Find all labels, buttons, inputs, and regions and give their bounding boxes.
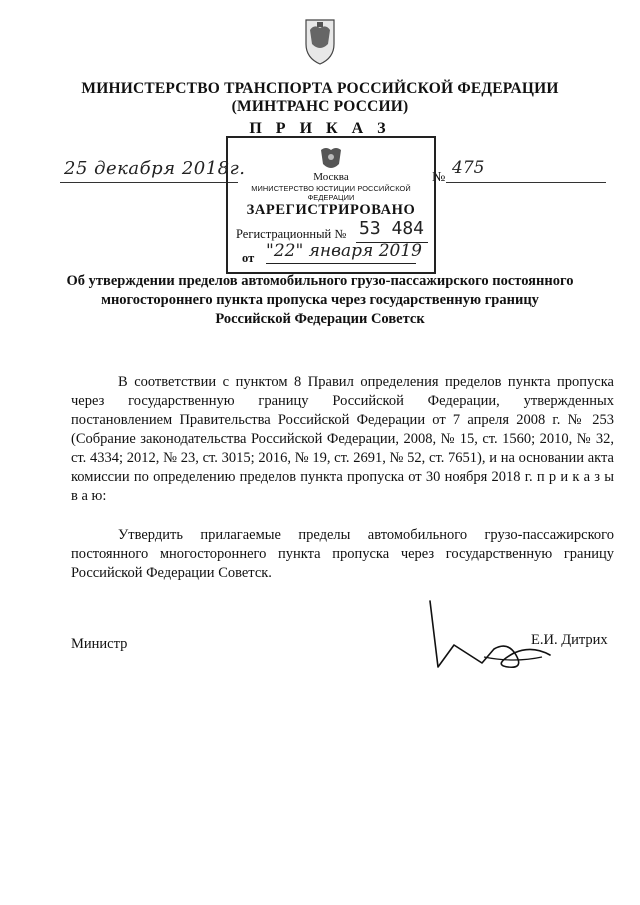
signer-name: Е.И. Дитрих (531, 632, 608, 648)
paragraph-1-text: В соответствии с пунктом 8 Правил определения пределов пункта пропуска через государственную границу Российской Федерации, утвержденных постановлением Правительства Российской Федерации от 7 апреля 2008 г. № 253 (Собрание законодательства Российской Федерации, 2008, № 15, ст. 1560; 2010, № 32, ст. 4334; 2012, № 23, ст. 3015; 2016, № 19, ст. 2691, № 52, ст. 7651), и на основании акта комиссии по определению пределов пункта пропуска от 30 ноября 2018 г. (71, 374, 614, 485)
order-title (60, 272, 580, 329)
title-line-2: многостороннего пункта пропуска через государственную границу (101, 292, 539, 308)
registration-stamp (226, 136, 436, 274)
ministry-abbreviation: (МИНТРАНС РОССИИ) (231, 98, 409, 115)
coat-of-arms-icon (300, 14, 340, 66)
title-line-3: Российской Федерации Советск (215, 311, 425, 327)
stamp-registered: ЗАРЕГИСТРИРОВАНО (246, 202, 416, 218)
order-date: 25 декабря 2018г. (64, 158, 246, 179)
stamp-reg-number: 53 484 (359, 218, 425, 239)
signer-position: Министр (71, 636, 128, 652)
number-underline (446, 182, 606, 183)
stamp-reg-number-label: Регистрационный № (236, 227, 347, 241)
stamp-reg-date: "22" января 2019 (266, 241, 422, 261)
stamp-from-label: от (242, 251, 255, 265)
body-paragraph-2: Утвердить прилагаемые пределы автомобильного грузо-пассажирского постоянного многостороннего пункта пропуска через государственную границу Российской Федерации Советск. (71, 527, 614, 581)
order-number: 475 (452, 158, 485, 178)
order-word: п р и к а з ы в а ю: (71, 469, 614, 504)
ministry-name: МИНИСТЕРСТВО ТРАНСПОРТА РОССИЙСКОЙ ФЕДЕРАЦИИ (81, 80, 559, 97)
date-underline (60, 182, 238, 183)
title-line-1: Об утверждении пределов автомобильного грузо-пассажирского постоянного (66, 273, 574, 289)
stamp-emblem-icon (316, 144, 346, 174)
stamp-department: МИНИСТЕРСТВО ЮСТИЦИИ РОССИЙСКОЙ ФЕДЕРАЦИИ (251, 184, 411, 202)
stamp-date-underline (266, 263, 416, 264)
document-type: П Р И К А З (249, 120, 391, 137)
stamp-city: Москва (313, 171, 349, 183)
order-number-label: № (432, 170, 446, 185)
body-paragraph-1 (71, 373, 614, 506)
